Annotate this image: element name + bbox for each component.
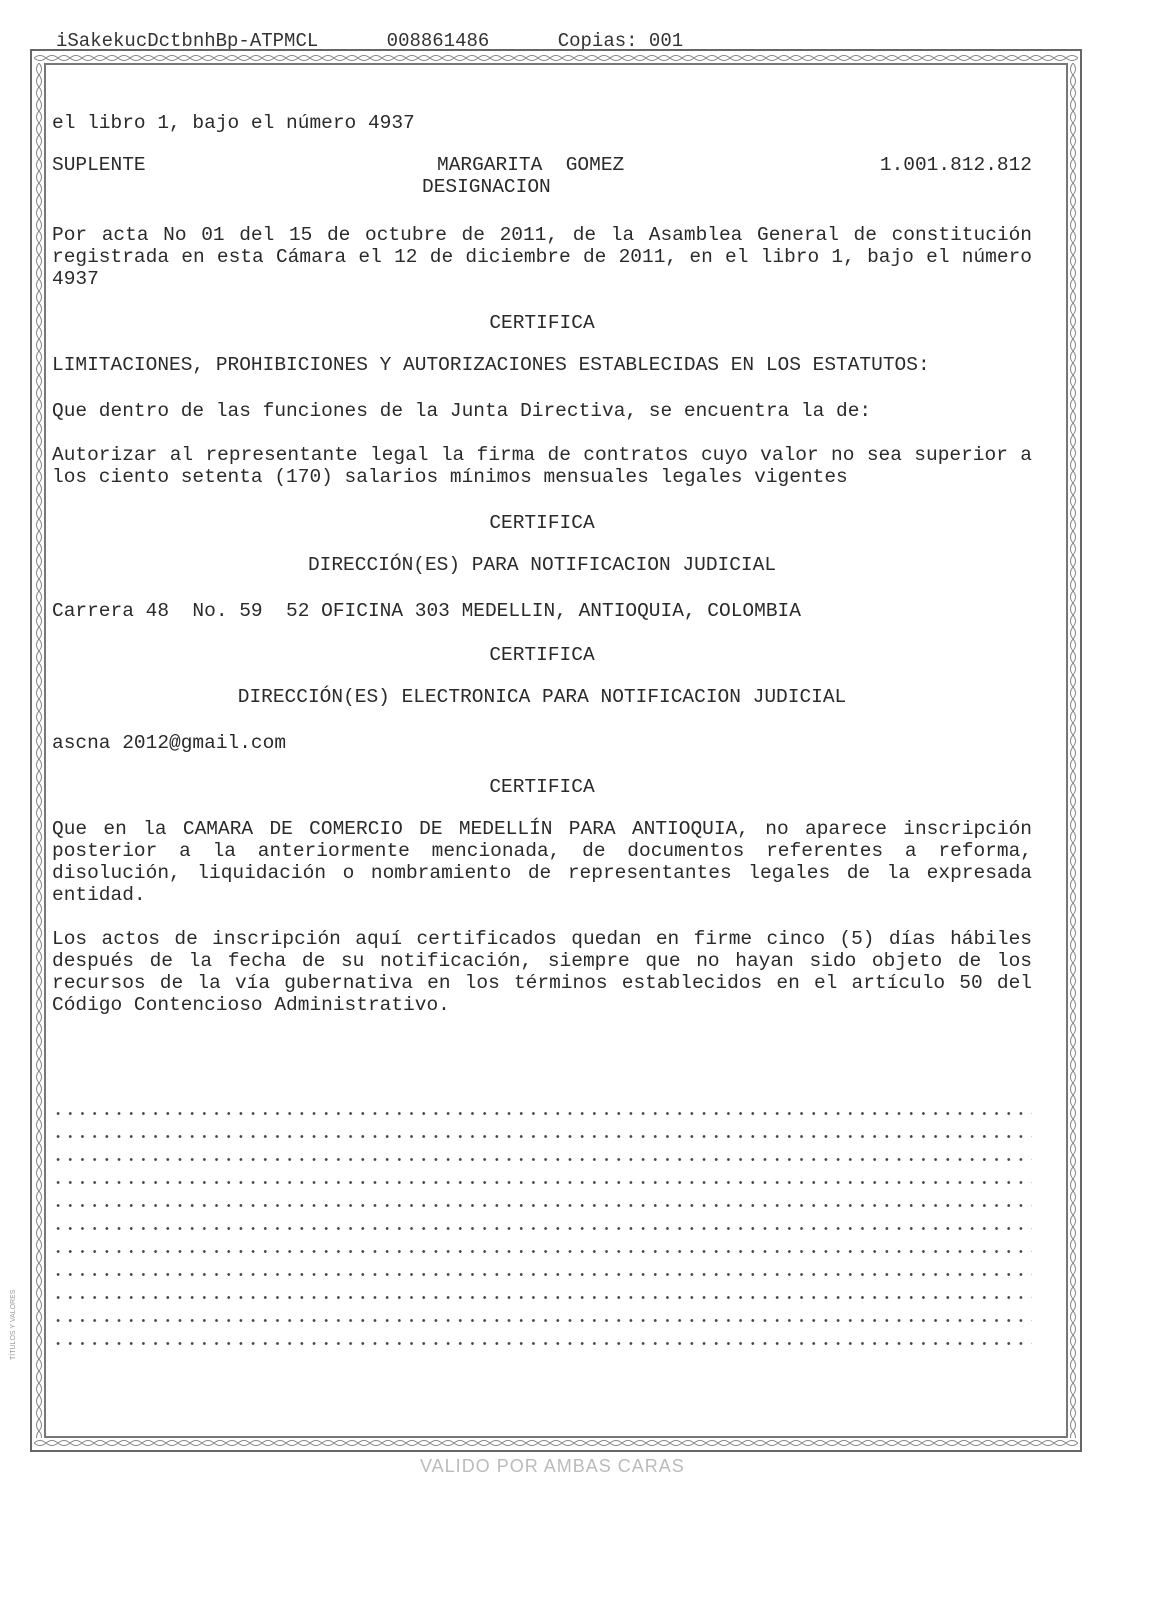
border-band-left xyxy=(34,63,44,1438)
designation-label: DESIGNACION xyxy=(422,176,551,198)
firm-acts-paragraph: Los actos de inscripción aquí certificados quedan en firme cinco (5) días hábiles después de la fecha de su notificación, siempre que no hayan sido objeto de los recursos de la vía gubernativa en los términos establecidos en el artículo 50 del Código Contencioso Administrativo. xyxy=(52,928,1044,1016)
dotted-filler-line xyxy=(52,1324,1032,1347)
role-label: SUPLENTE xyxy=(52,154,146,176)
registration-line: el libro 1, bajo el número 4937 xyxy=(52,112,415,134)
judicial-address-title: DIRECCIÓN(ES) PARA NOTIFICACION JUDICIAL xyxy=(307,554,777,576)
dotted-filler-line xyxy=(52,1301,1032,1324)
junta-functions-line: Que dentro de las funciones de la Junta Directiva, se encuentra la de: xyxy=(52,400,872,422)
dotted-filler-line xyxy=(52,1094,1032,1117)
header-code: iSakekucDctbnhBp-ATPMCL xyxy=(56,30,319,52)
dotted-filler-block xyxy=(52,1094,1032,1347)
notification-email: ascna 2012@gmail.com xyxy=(52,732,287,754)
header-number: 008861486 xyxy=(386,30,490,52)
dotted-filler-line xyxy=(52,1209,1032,1232)
border-band-right xyxy=(1068,63,1078,1438)
margin-security-mark: TÍTULOS Y VALORES xyxy=(10,1289,17,1360)
dotted-filler-line xyxy=(52,1163,1032,1186)
border-band-top xyxy=(34,53,1078,63)
certifica-heading-3: CERTIFICA xyxy=(489,644,595,666)
dotted-filler-line xyxy=(52,1117,1032,1140)
dotted-filler-line xyxy=(52,1278,1032,1301)
dotted-filler-line xyxy=(52,1255,1032,1278)
header-copies: Copias: 001 xyxy=(557,30,684,52)
acta-paragraph: Por acta No 01 del 15 de octubre de 2011, de la Asamblea General de constitución registrada en esta Cámara el 12 de diciembre de 2011, en el libro 1, bajo el número 4937 xyxy=(52,224,1044,290)
suplente-row xyxy=(52,154,1032,176)
certificate-body xyxy=(52,108,1044,1016)
no-inscription-paragraph: Que en la CAMARA DE COMERCIO DE MEDELLÍN PARA ANTIOQUIA, no aparece inscripción posterior a la anteriormente mencionada, de documentos referentes a reforma, disolución, liquidación o nombramiento de representantes legales de la expresada entidad. xyxy=(52,818,1044,906)
electronic-address-title: DIRECCIÓN(ES) ELECTRONICA PARA NOTIFICACION JUDICIAL xyxy=(237,686,847,708)
limitaciones-title: LIMITACIONES, PROHIBICIONES Y AUTORIZACIONES ESTABLECIDAS EN LOS ESTATUTOS: xyxy=(52,354,930,376)
judicial-address: Carrera 48 No. 59 52 OFICINA 303 MEDELLIN, ANTIOQUIA, COLOMBIA xyxy=(52,600,801,622)
id-number: 1.001.812.812 xyxy=(879,154,1032,176)
dotted-filler-line xyxy=(52,1232,1032,1255)
person-name: MARGARITA GOMEZ xyxy=(437,154,625,176)
dotted-filler-line xyxy=(52,1186,1032,1209)
certifica-heading-2: CERTIFICA xyxy=(489,512,595,534)
border-band-bottom xyxy=(34,1438,1078,1448)
certifica-heading-4: CERTIFICA xyxy=(489,776,595,798)
dotted-filler-line xyxy=(52,1140,1032,1163)
certifica-heading-1: CERTIFICA xyxy=(489,312,595,334)
autorizar-paragraph: Autorizar al representante legal la firma de contratos cuyo valor no sea superior a los ciento setenta (170) salarios mínimos mensuales legales vigentes xyxy=(52,444,1044,488)
validity-stamp: VALIDO POR AMBAS CARAS xyxy=(420,1456,685,1476)
